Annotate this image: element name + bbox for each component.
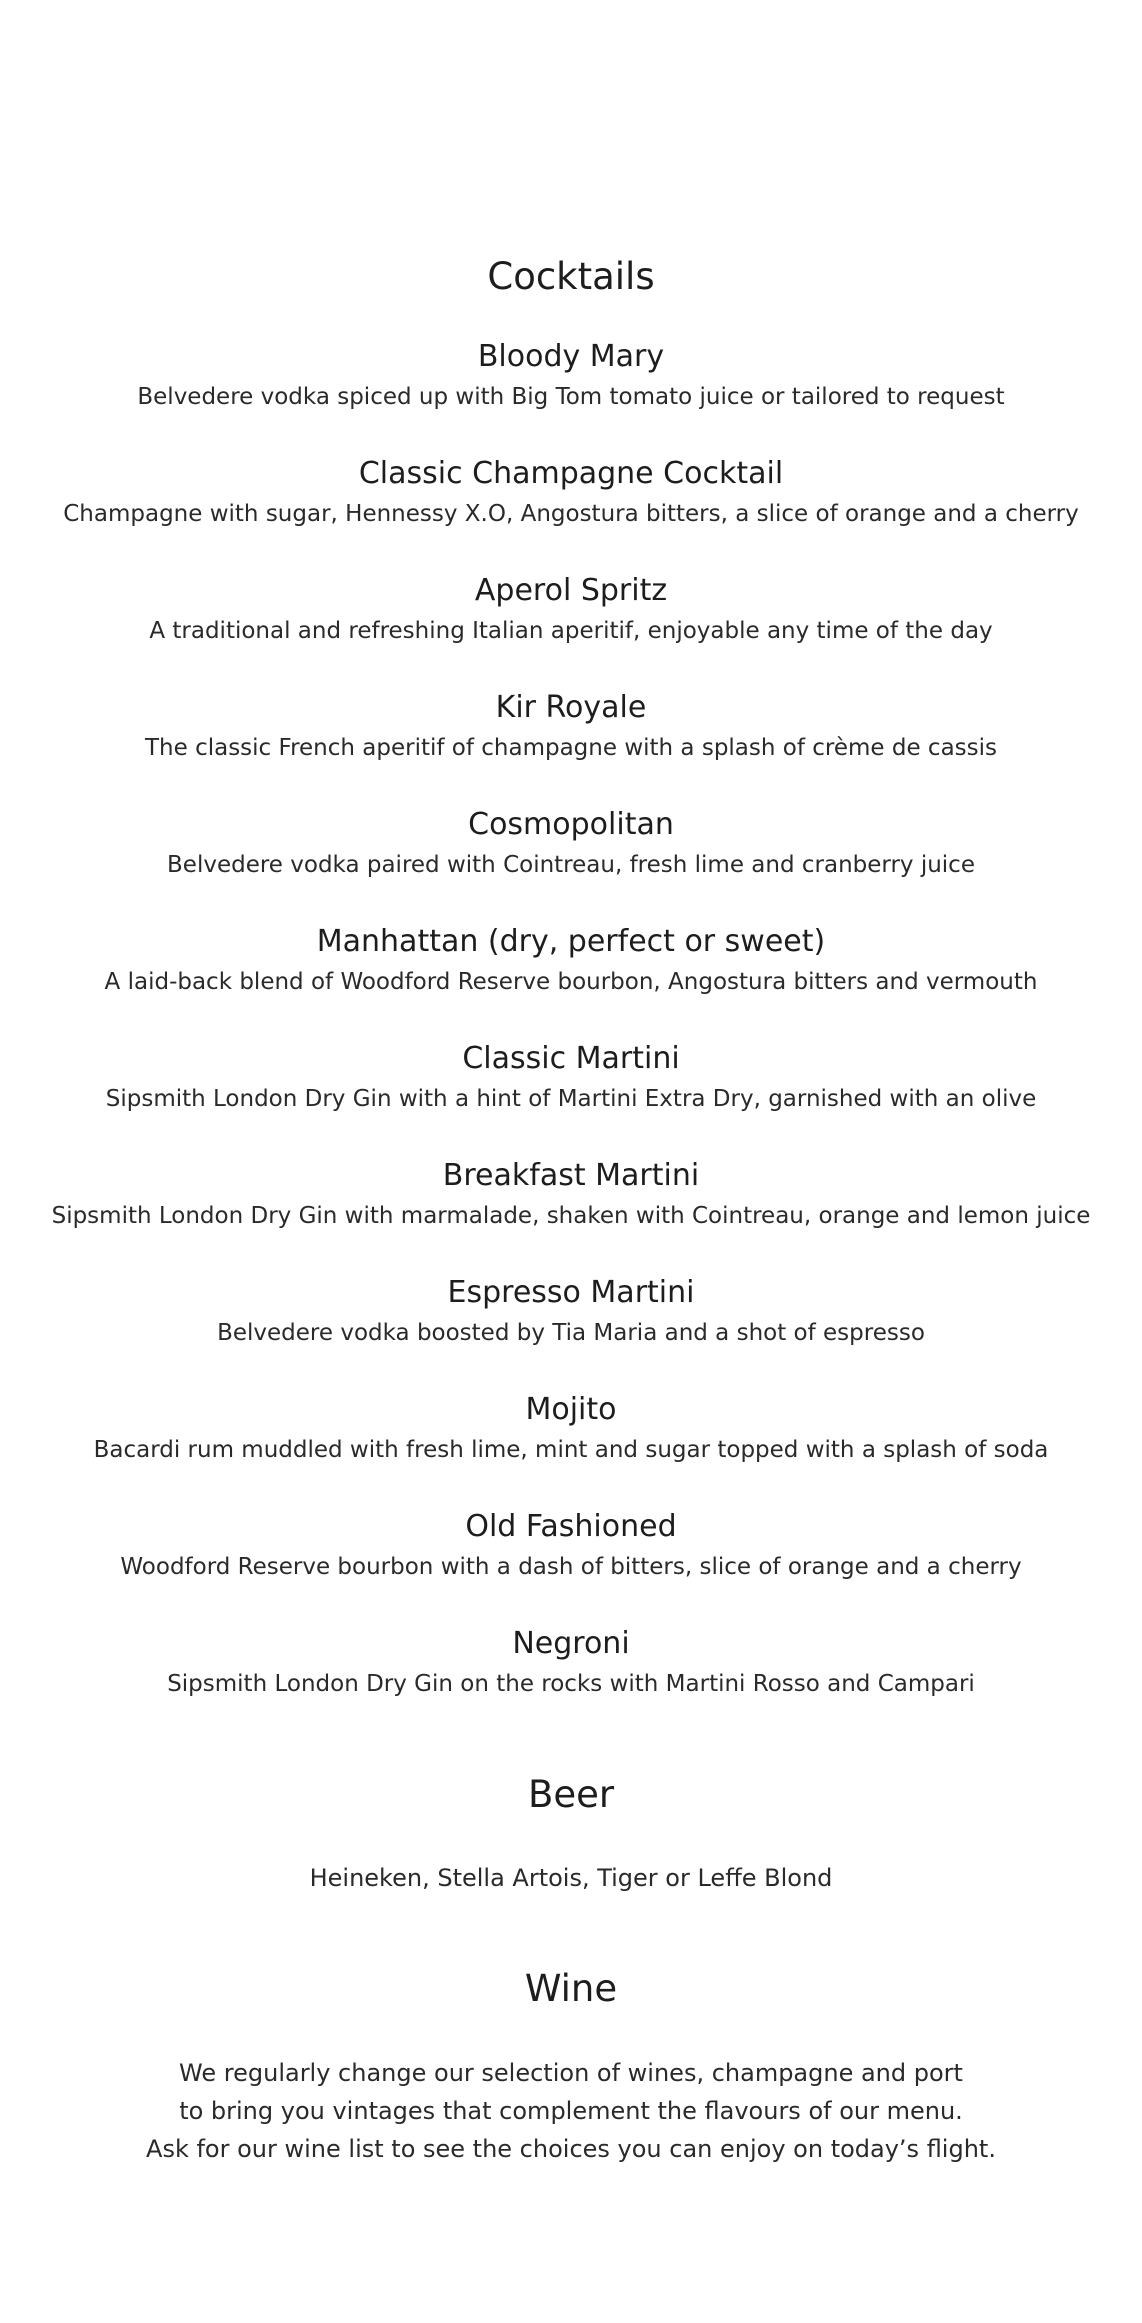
cocktail-description: Sipsmith London Dry Gin with marmalade, shaken with Cointreau, orange and lemon juice (51, 1203, 1091, 1229)
cocktail-description: Belvedere vodka paired with Cointreau, fresh lime and cranberry juice (167, 852, 975, 878)
wine-line: Ask for our wine list to see the choices you can enjoy on today’s flight. (146, 2135, 996, 2163)
cocktail-name: Bloody Mary (477, 339, 665, 374)
beer-heading: Beer (527, 1773, 615, 1816)
cocktail-item-classic-champagne (0, 456, 1142, 527)
wine-line: We regularly change our selection of wines, champagne and port (179, 2059, 963, 2087)
cocktail-description: A traditional and refreshing Italian aperitif, enjoyable any time of the day (149, 618, 993, 644)
cocktail-name: Negroni (512, 1626, 630, 1661)
cocktail-description: Sipsmith London Dry Gin with a hint of Martini Extra Dry, garnished with an olive (105, 1086, 1037, 1112)
cocktail-description: Champagne with sugar, Hennessy X.O, Angostura bitters, a slice of orange and a cherry (63, 501, 1079, 527)
cocktails-heading: Cocktails (487, 255, 655, 298)
cocktail-description: Belvedere vodka boosted by Tia Maria and a shot of espresso (217, 1320, 925, 1346)
cocktail-item-kir-royale (0, 690, 1142, 761)
cocktail-item-old-fashioned (0, 1509, 1142, 1580)
cocktail-description: A laid-back blend of Woodford Reserve bourbon, Angostura bitters and vermouth (104, 969, 1038, 995)
cocktail-name: Manhattan (dry, perfect or sweet) (316, 924, 826, 959)
cocktail-item-classic-martini (0, 1041, 1142, 1112)
cocktail-name: Cosmopolitan (468, 807, 674, 842)
cocktail-name: Classic Martini (462, 1041, 680, 1076)
beer-description: Heineken, Stella Artois, Tiger or Leffe Blond (309, 1864, 833, 1892)
cocktail-description: Bacardi rum muddled with fresh lime, mint and sugar topped with a splash of soda (93, 1437, 1049, 1463)
cocktail-name: Espresso Martini (447, 1275, 695, 1310)
wine-heading: Wine (524, 1967, 618, 2010)
wine-description (0, 2054, 1142, 2168)
cocktail-item-manhattan (0, 924, 1142, 995)
wine-line: to bring you vintages that complement the flavours of our menu. (179, 2097, 963, 2125)
cocktail-item-aperol-spritz (0, 573, 1142, 644)
cocktail-item-espresso-martini (0, 1275, 1142, 1346)
cocktail-item-mojito (0, 1392, 1142, 1463)
cocktail-item-cosmopolitan (0, 807, 1142, 878)
cocktail-description: Woodford Reserve bourbon with a dash of bitters, slice of orange and a cherry (120, 1554, 1022, 1580)
cocktail-item-breakfast-martini (0, 1158, 1142, 1229)
cocktail-description: Belvedere vodka spiced up with Big Tom tomato juice or tailored to request (137, 384, 1005, 410)
cocktail-name: Mojito (525, 1392, 617, 1427)
cocktail-item-bloody-mary (0, 339, 1142, 410)
cocktail-name: Aperol Spritz (474, 573, 668, 608)
cocktail-name: Old Fashioned (465, 1509, 677, 1544)
cocktail-name: Kir Royale (495, 690, 647, 725)
cocktail-name: Breakfast Martini (442, 1158, 700, 1193)
cocktail-description: Sipsmith London Dry Gin on the rocks with Martini Rosso and Campari (167, 1671, 975, 1697)
cocktail-item-negroni (0, 1626, 1142, 1697)
cocktail-description: The classic French aperitif of champagne with a splash of crème de cassis (144, 735, 998, 761)
cocktail-name: Classic Champagne Cocktail (358, 456, 784, 491)
